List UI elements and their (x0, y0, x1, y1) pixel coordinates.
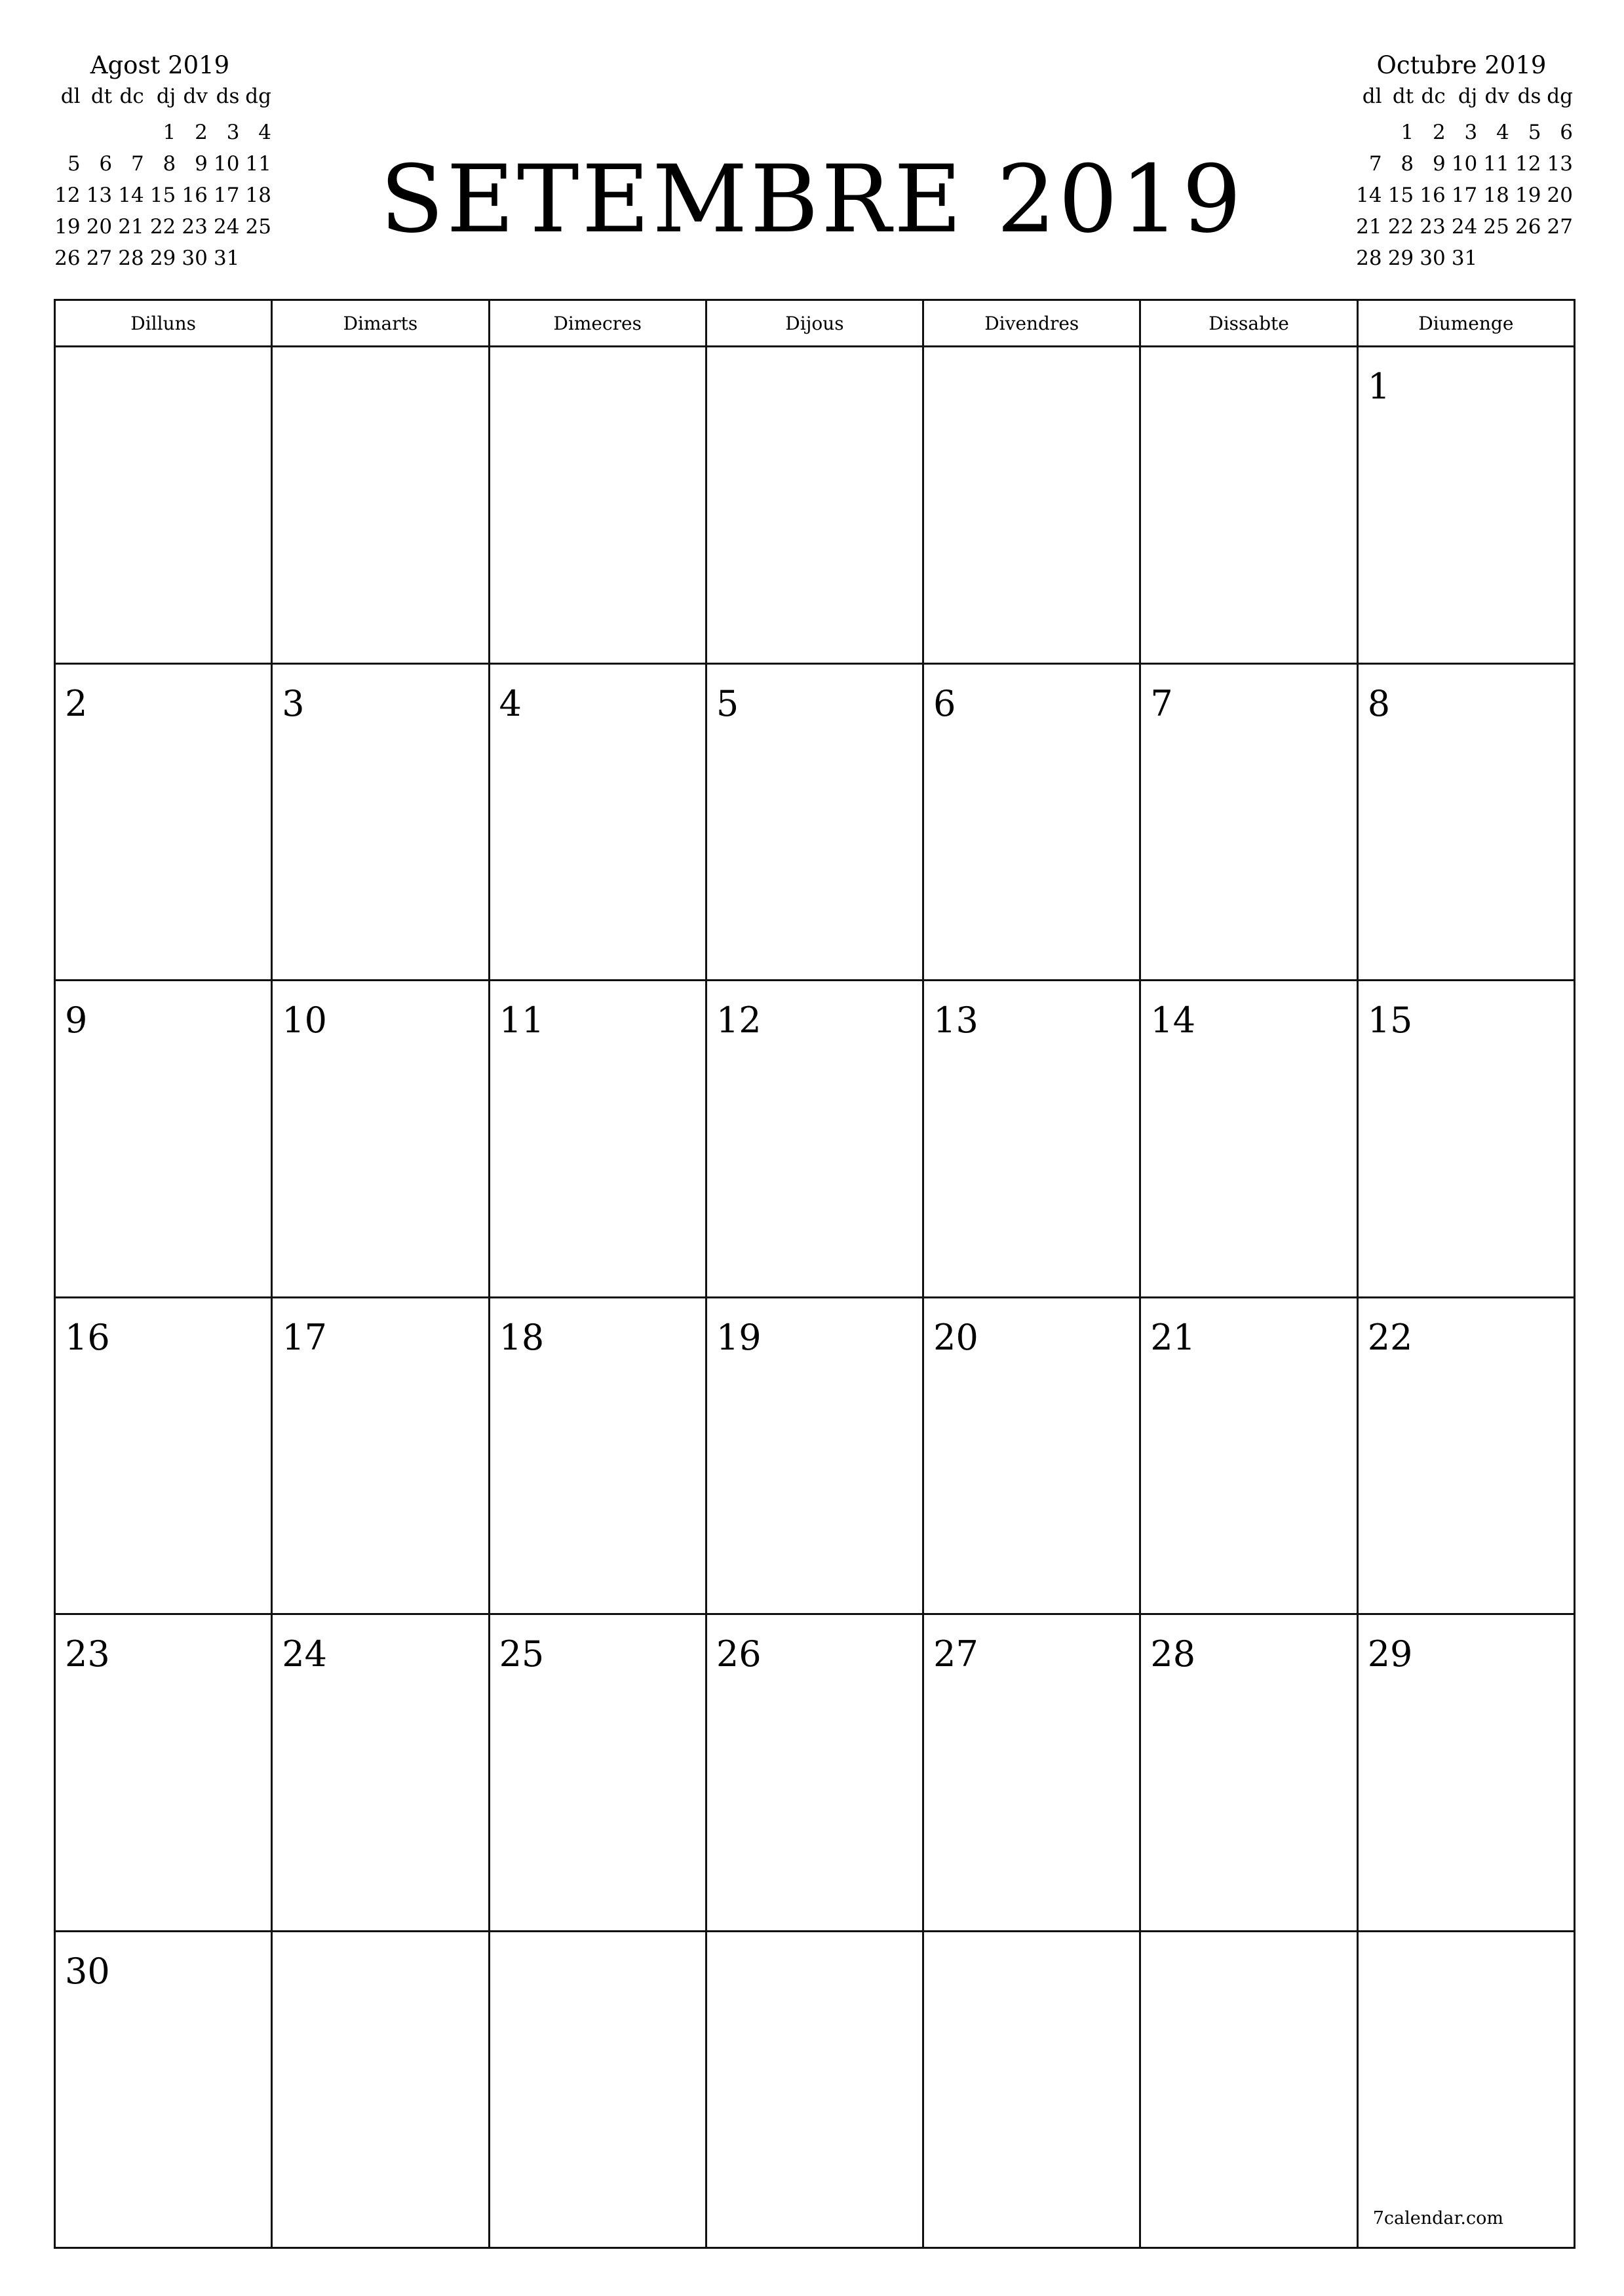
weekday-header: Dijous (706, 300, 923, 347)
prev-month-day (81, 117, 113, 148)
next-month-day (1509, 243, 1541, 274)
prev-month-day: 20 (86, 215, 113, 239)
prev-month-day: 22 (149, 215, 176, 239)
prev-month-day: 21 (118, 215, 144, 239)
prev-month-title: Agost 2019 (90, 51, 230, 79)
prev-month-day: 16 (182, 184, 208, 207)
weekday-header: Dimecres (489, 300, 706, 347)
prev-month-weekday: ds (216, 85, 240, 108)
prev-month-day: 3 (226, 121, 240, 144)
day-number: 9 (65, 1000, 88, 1041)
day-cell (1140, 1614, 1357, 1932)
day-cell (1140, 347, 1357, 664)
next-month-day: 22 (1387, 215, 1414, 239)
day-number: 8 (1367, 682, 1391, 724)
next-month-title: Octubre 2019 (1376, 51, 1547, 79)
prev-month-day: 1 (163, 121, 176, 144)
day-cell (1357, 347, 1574, 664)
day-number: 23 (65, 1633, 110, 1675)
day-number: 29 (1367, 1633, 1413, 1675)
prev-month-day: 18 (245, 184, 271, 207)
next-month-grid (1350, 85, 1573, 274)
day-number: 5 (716, 682, 739, 724)
next-month-day: 11 (1483, 152, 1509, 176)
prev-month-day: 6 (99, 152, 113, 176)
next-month-day: 6 (1560, 121, 1573, 144)
prev-month-day: 14 (118, 184, 144, 207)
day-number: 21 (1150, 1316, 1196, 1358)
prev-month-day: 24 (213, 215, 240, 239)
next-month-day: 31 (1451, 246, 1478, 270)
next-month-day: 14 (1356, 184, 1382, 207)
month-grid (54, 299, 1576, 2249)
day-cell (55, 347, 272, 664)
next-month-day: 19 (1515, 184, 1541, 207)
next-month-weekday: dt (1392, 85, 1414, 108)
prev-month-day: 19 (54, 215, 81, 239)
next-month-day: 20 (1547, 184, 1573, 207)
day-cell (923, 1931, 1140, 2248)
week-row (55, 347, 1575, 664)
weekday-header-row (55, 300, 1575, 347)
next-month-weekday: dg (1547, 85, 1573, 108)
prev-month-weekday: dt (90, 85, 113, 108)
prev-month-weekday: dl (60, 85, 81, 108)
day-number: 3 (282, 682, 305, 724)
day-number: 1 (1367, 366, 1391, 407)
day-cell (1357, 1297, 1574, 1614)
weekday-header: Dimarts (272, 300, 489, 347)
day-cell (489, 347, 706, 664)
next-month-day: 5 (1528, 121, 1541, 144)
next-month-day (1477, 243, 1509, 274)
next-month-day: 13 (1547, 152, 1573, 176)
day-number: 27 (933, 1633, 978, 1675)
next-month-day: 9 (1432, 152, 1446, 176)
next-month-day: 25 (1483, 215, 1509, 239)
day-number: 11 (499, 1000, 545, 1041)
day-number: 12 (716, 1000, 762, 1041)
prev-month-day: 2 (195, 121, 208, 144)
day-cell (706, 1931, 923, 2248)
next-month-day: 24 (1451, 215, 1478, 239)
prev-month-day: 31 (213, 246, 240, 270)
day-cell (55, 663, 272, 981)
next-month-day: 26 (1515, 215, 1541, 239)
day-cell (489, 1931, 706, 2248)
week-row (55, 981, 1575, 1298)
week-row (55, 663, 1575, 981)
day-cell (55, 1297, 272, 1614)
day-number: 6 (933, 682, 956, 724)
next-month-weekday: dv (1484, 85, 1509, 108)
weekday-header: Divendres (923, 300, 1140, 347)
next-month-day: 21 (1356, 215, 1382, 239)
prev-month-day: 13 (86, 184, 113, 207)
day-cell (489, 663, 706, 981)
day-number: 24 (282, 1633, 327, 1675)
prev-month-weekday: dc (119, 85, 144, 108)
day-number: 7 (1150, 682, 1173, 724)
day-cell (706, 663, 923, 981)
prev-month-day: 4 (258, 121, 271, 144)
day-number: 18 (499, 1316, 545, 1358)
prev-month-day: 9 (195, 152, 208, 176)
day-number: 14 (1150, 1000, 1196, 1041)
day-cell (489, 1297, 706, 1614)
next-month-day: 23 (1420, 215, 1446, 239)
day-cell (923, 347, 1140, 664)
week-row (55, 1931, 1575, 2248)
day-number: 13 (933, 1000, 978, 1041)
next-month-day (1350, 117, 1382, 148)
prev-month-day: 27 (86, 246, 113, 270)
day-cell (55, 981, 272, 1298)
prev-month-weekday: dg (245, 85, 271, 108)
next-month-day: 2 (1432, 121, 1446, 144)
day-cell (923, 1614, 1140, 1932)
next-month-day: 1 (1401, 121, 1414, 144)
day-cell (1140, 1931, 1357, 2248)
next-month-day (1541, 243, 1573, 274)
day-number: 19 (716, 1316, 762, 1358)
next-month-day: 10 (1451, 152, 1478, 176)
next-month-day: 18 (1483, 184, 1509, 207)
page-title: SETEMBRE 2019 (379, 146, 1245, 254)
prev-month-day (239, 243, 271, 274)
day-cell (1140, 981, 1357, 1298)
prev-month-day: 23 (182, 215, 208, 239)
prev-month-day: 7 (130, 152, 144, 176)
next-month-day: 29 (1387, 246, 1414, 270)
day-cell (55, 1614, 272, 1932)
day-cell (1357, 663, 1574, 981)
prev-month-day: 8 (163, 152, 176, 176)
next-month-day: 17 (1451, 184, 1478, 207)
prev-month-day: 28 (118, 246, 144, 270)
day-cell (55, 1931, 272, 2248)
prev-month-weekday: dv (183, 85, 208, 108)
prev-month-day: 12 (54, 184, 81, 207)
day-number: 26 (716, 1633, 762, 1675)
prev-month-day: 15 (149, 184, 176, 207)
day-cell (272, 1931, 489, 2248)
next-month-day: 15 (1387, 184, 1414, 207)
next-month-day: 3 (1464, 121, 1478, 144)
next-month-day: 7 (1368, 152, 1382, 176)
next-month-day: 30 (1420, 246, 1446, 270)
site-credit: 7calendar.com (1372, 2208, 1503, 2228)
next-month-day: 8 (1401, 152, 1414, 176)
day-cell (923, 1297, 1140, 1614)
next-month-mini-calendar (1350, 46, 1573, 274)
day-number: 2 (65, 682, 88, 724)
prev-month-day: 25 (245, 215, 271, 239)
day-number: 15 (1367, 1000, 1413, 1041)
prev-month-day: 29 (149, 246, 176, 270)
day-cell (1140, 1297, 1357, 1614)
day-cell (489, 981, 706, 1298)
next-month-day: 4 (1496, 121, 1509, 144)
day-cell (706, 981, 923, 1298)
day-number: 10 (282, 1000, 327, 1041)
prev-month-day: 30 (182, 246, 208, 270)
prev-month-day: 10 (213, 152, 240, 176)
week-row (55, 1614, 1575, 1932)
prev-month-day: 11 (245, 152, 271, 176)
prev-month-day: 26 (54, 246, 81, 270)
next-month-day: 27 (1547, 215, 1573, 239)
day-cell (272, 1297, 489, 1614)
day-cell (706, 347, 923, 664)
prev-month-day: 5 (67, 152, 81, 176)
day-cell (272, 1614, 489, 1932)
day-number: 17 (282, 1316, 327, 1358)
prev-month-day: 17 (213, 184, 240, 207)
next-month-weekday: dl (1362, 85, 1382, 108)
weekday-header: Dilluns (55, 300, 272, 347)
day-cell (272, 347, 489, 664)
next-month-day: 16 (1420, 184, 1446, 207)
day-number: 20 (933, 1316, 978, 1358)
next-month-weekday: ds (1517, 85, 1541, 108)
prev-month-day (48, 117, 81, 148)
week-row (55, 1297, 1575, 1614)
day-number: 28 (1150, 1633, 1196, 1675)
day-cell (706, 1614, 923, 1932)
weekday-header: Dissabte (1140, 300, 1357, 347)
day-cell (1357, 981, 1574, 1298)
day-cell (923, 981, 1140, 1298)
next-month-day: 28 (1356, 246, 1382, 270)
prev-month-day (112, 117, 144, 148)
weekday-header: Diumenge (1357, 300, 1574, 347)
day-cell (1140, 663, 1357, 981)
day-number: 30 (65, 1950, 110, 1992)
day-cell (1357, 1614, 1574, 1932)
day-cell (489, 1614, 706, 1932)
day-cell (272, 981, 489, 1298)
day-cell (923, 663, 1140, 981)
prev-month-mini-calendar (48, 46, 271, 274)
day-number: 25 (499, 1633, 545, 1675)
prev-month-grid (48, 85, 271, 274)
day-cell (706, 1297, 923, 1614)
day-cell (272, 663, 489, 981)
next-month-weekday: dj (1458, 85, 1478, 108)
day-number: 22 (1367, 1316, 1413, 1358)
next-month-weekday: dc (1421, 85, 1446, 108)
next-month-day: 12 (1515, 152, 1541, 176)
day-number: 4 (499, 682, 522, 724)
prev-month-weekday: dj (156, 85, 176, 108)
day-cell (1357, 1931, 1574, 2248)
day-number: 16 (65, 1316, 110, 1358)
